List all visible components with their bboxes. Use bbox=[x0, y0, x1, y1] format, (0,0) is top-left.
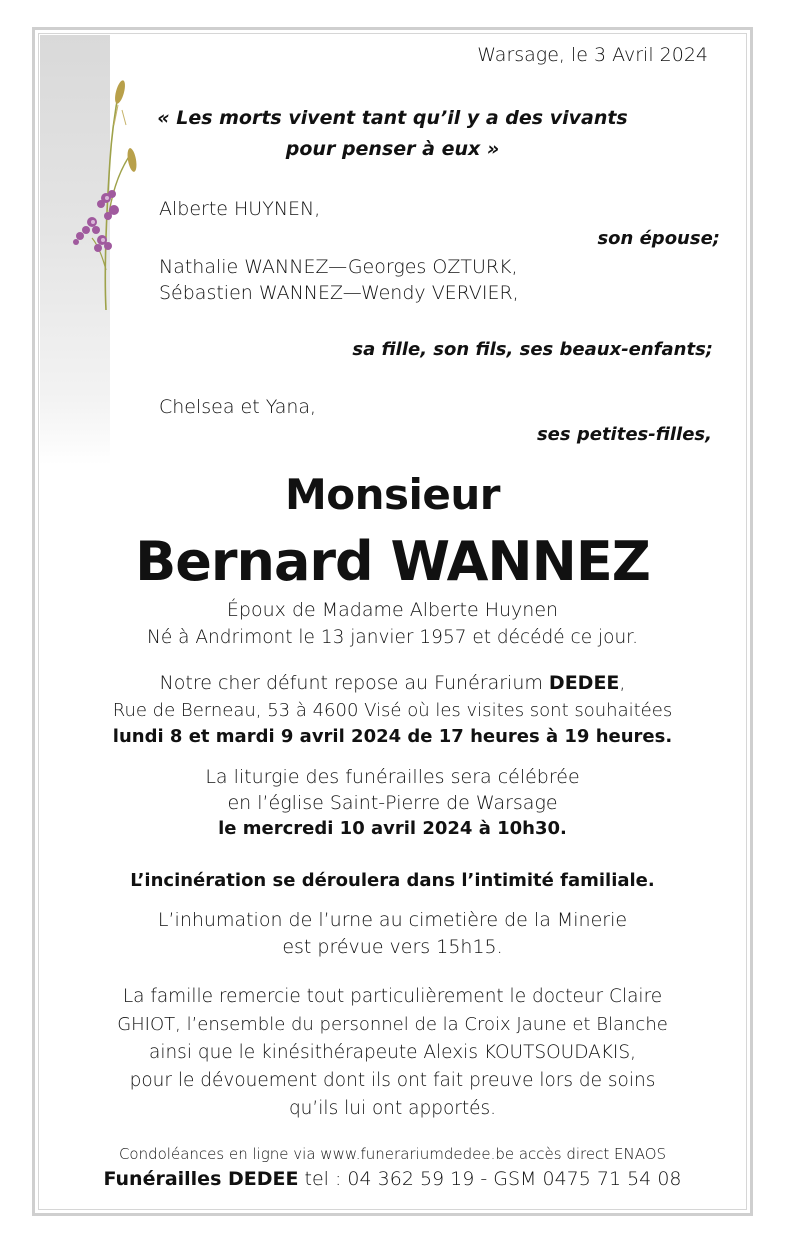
visitation-line-2: Rue de Berneau, 53 à 4600 Visé où les visites sont souhaitées bbox=[112, 700, 673, 721]
liturgy-date: le mercredi 10 avril 2024 à 10h30. bbox=[218, 818, 567, 839]
grandchildren-names: Chelsea et Yana, bbox=[159, 396, 317, 418]
visitation-dates: lundi 8 et mardi 9 avril 2024 de 17 heures à 19 heures. bbox=[112, 726, 673, 747]
spouse-relation: son épouse; bbox=[597, 228, 720, 249]
place-date: Warsage, le 3 Avril 2024 bbox=[477, 44, 708, 66]
funeral-home-name: DEDEE bbox=[548, 672, 620, 694]
thanks-line-3: ainsi que le kinésithérapeute Alexis KOUTSOUDAKIS, bbox=[148, 1042, 637, 1063]
spouse-line: Époux de Madame Alberte Huynen bbox=[226, 599, 559, 621]
grandchildren-relation: ses petites-filles, bbox=[536, 424, 712, 445]
visitation-line-1-prefix: Notre cher défunt repose au Funérarium bbox=[159, 672, 549, 694]
liturgy-line-1: La liturgie des funérailles sera célébrée bbox=[205, 766, 580, 788]
quote-line-2: pour penser à eux » bbox=[285, 138, 500, 160]
thanks-line-1: La famille remercie tout particulièrement le docteur Claire bbox=[122, 986, 663, 1007]
deceased-name: Bernard WANNEZ bbox=[135, 530, 650, 593]
cremation-line: L’incinération se déroulera dans l’intimité familiale. bbox=[130, 870, 655, 891]
burial-line-1: L’inhumation de l’urne au cimetière de la Minerie bbox=[157, 909, 628, 931]
quote-line-1: « Les morts vivent tant qu’il y a des vivants bbox=[157, 107, 628, 129]
visitation-line-1 bbox=[40, 672, 745, 694]
contact-numbers: tel : 04 362 59 19 - GSM 0475 71 54 08 bbox=[298, 1168, 682, 1190]
condolences-line: Condoléances en ligne via www.funerariumdedee.be accès direct ENAOS bbox=[118, 1145, 667, 1163]
thanks-line-5: qu’ils lui ont apportés. bbox=[288, 1098, 497, 1119]
children-relation: sa fille, son fils, ses beaux-enfants; bbox=[352, 339, 713, 360]
visitation-line-1-suffix: , bbox=[619, 672, 626, 694]
birth-death-line: Né à Andrimont le 13 janvier 1957 et décédé ce jour. bbox=[147, 627, 638, 648]
burial-line-2: est prévue vers 15h15. bbox=[282, 936, 503, 958]
thanks-line-2: GHIOT, l’ensemble du personnel de la Croix Jaune et Blanche bbox=[117, 1014, 668, 1035]
child-1: Nathalie WANNEZ—Georges OZTURK, bbox=[159, 256, 518, 278]
child-2: Sébastien WANNEZ—Wendy VERVIER, bbox=[159, 282, 519, 304]
company-name: Funérailles DEDEE bbox=[103, 1168, 299, 1190]
contact-line bbox=[40, 1168, 745, 1190]
liturgy-line-2: en l’église Saint-Pierre de Warsage bbox=[227, 792, 558, 814]
deceased-title: Monsieur bbox=[284, 470, 501, 519]
spouse-name: Alberte HUYNEN, bbox=[159, 198, 321, 220]
thanks-line-4: pour le dévouement dont ils ont fait preuve lors de soins bbox=[129, 1070, 656, 1091]
